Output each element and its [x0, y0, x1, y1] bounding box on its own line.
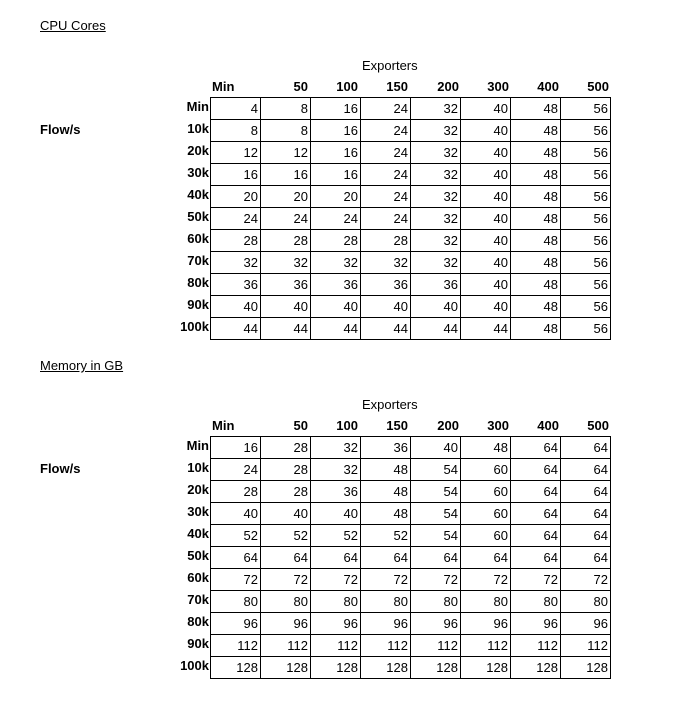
table-row — [211, 252, 611, 274]
table-cell: 48 — [511, 318, 561, 340]
table-cell: 24 — [361, 142, 411, 164]
row-header: 40k — [187, 187, 209, 202]
table-cell: 48 — [361, 459, 411, 481]
table-cell: 28 — [211, 481, 261, 503]
table-cell: 56 — [561, 164, 611, 186]
table-cell: 64 — [561, 459, 611, 481]
table-cell: 112 — [211, 635, 261, 657]
table-cell: 40 — [311, 296, 361, 318]
table-cell: 24 — [211, 208, 261, 230]
row-header: 80k — [187, 614, 209, 629]
table-cell: 24 — [361, 120, 411, 142]
table-cell: 48 — [511, 252, 561, 274]
table-cell: 64 — [511, 503, 561, 525]
cpu-cores-table — [210, 97, 611, 340]
section-title: Memory in GB — [40, 358, 124, 373]
table-cell: 20 — [211, 186, 261, 208]
table-cell: 56 — [561, 274, 611, 296]
table-cell: 28 — [261, 481, 311, 503]
table-cell: 44 — [311, 318, 361, 340]
table-cell: 48 — [511, 296, 561, 318]
table-cell: 48 — [511, 230, 561, 252]
table-cell: 54 — [411, 525, 461, 547]
table-cell: 128 — [261, 657, 311, 679]
table-cell: 28 — [261, 437, 311, 459]
table-row — [211, 481, 611, 503]
table-cell: 16 — [311, 120, 361, 142]
table-cell: 28 — [261, 230, 311, 252]
table-row — [211, 208, 611, 230]
column-header: 50 — [293, 418, 308, 433]
table-cell: 128 — [311, 657, 361, 679]
table-cell: 56 — [561, 296, 611, 318]
table-row — [211, 591, 611, 613]
column-header: 200 — [437, 79, 459, 94]
table-cell: 72 — [411, 569, 461, 591]
row-header: 60k — [187, 570, 209, 585]
row-header: 30k — [187, 165, 209, 180]
table-cell: 28 — [311, 230, 361, 252]
row-header: 70k — [187, 592, 209, 607]
table-cell: 32 — [361, 252, 411, 274]
table-cell: 80 — [211, 591, 261, 613]
table-row — [211, 296, 611, 318]
table-cell: 32 — [311, 437, 361, 459]
table-cell: 96 — [561, 613, 611, 635]
table-cell: 40 — [461, 186, 511, 208]
table-cell: 12 — [211, 142, 261, 164]
table-cell: 32 — [261, 252, 311, 274]
row-header: 50k — [187, 548, 209, 563]
column-header: 300 — [487, 418, 509, 433]
table-cell: 4 — [211, 98, 261, 120]
exporters-label: Exporters — [362, 58, 418, 73]
table-row — [211, 569, 611, 591]
table-cell: 36 — [261, 274, 311, 296]
table-cell: 32 — [411, 142, 461, 164]
table-cell: 24 — [211, 459, 261, 481]
table-cell: 40 — [461, 98, 511, 120]
table-cell: 44 — [211, 318, 261, 340]
table-cell: 24 — [361, 208, 411, 230]
column-header: 400 — [537, 79, 559, 94]
table-cell: 60 — [461, 459, 511, 481]
row-header: Min — [186, 438, 209, 453]
table-cell: 80 — [261, 591, 311, 613]
table-cell: 28 — [211, 230, 261, 252]
table-cell: 48 — [461, 437, 511, 459]
table-cell: 44 — [261, 318, 311, 340]
row-header: 40k — [187, 526, 209, 541]
table-cell: 48 — [511, 120, 561, 142]
table-cell: 12 — [261, 142, 311, 164]
table-cell: 60 — [461, 481, 511, 503]
table-row — [211, 98, 611, 120]
table-cell: 112 — [461, 635, 511, 657]
table-cell: 40 — [361, 296, 411, 318]
table-cell: 80 — [361, 591, 411, 613]
table-cell: 72 — [311, 569, 361, 591]
table-row — [211, 120, 611, 142]
table-cell: 48 — [511, 164, 561, 186]
table-cell: 48 — [511, 186, 561, 208]
memory-table — [210, 436, 611, 679]
table-cell: 80 — [411, 591, 461, 613]
table-cell: 32 — [211, 252, 261, 274]
table-cell: 24 — [361, 164, 411, 186]
table-cell: 64 — [561, 503, 611, 525]
table-cell: 36 — [311, 481, 361, 503]
table-cell: 72 — [461, 569, 511, 591]
table-cell: 96 — [361, 613, 411, 635]
table-cell: 16 — [311, 98, 361, 120]
table-cell: 64 — [511, 459, 561, 481]
table-cell: 128 — [411, 657, 461, 679]
table-cell: 56 — [561, 142, 611, 164]
table-cell: 72 — [561, 569, 611, 591]
table-cell: 32 — [411, 208, 461, 230]
table-cell: 40 — [461, 252, 511, 274]
table-row — [211, 613, 611, 635]
table-cell: 80 — [511, 591, 561, 613]
flow-label: Flow/s — [40, 461, 81, 476]
table-cell: 64 — [511, 525, 561, 547]
table-row — [211, 657, 611, 679]
column-header: Min — [212, 79, 235, 94]
table-cell: 56 — [561, 252, 611, 274]
table-cell: 40 — [461, 164, 511, 186]
table-cell: 16 — [311, 142, 361, 164]
table-cell: 48 — [511, 274, 561, 296]
table-cell: 64 — [561, 481, 611, 503]
table-cell: 64 — [261, 547, 311, 569]
table-cell: 32 — [411, 186, 461, 208]
table-cell: 112 — [261, 635, 311, 657]
table-cell: 64 — [511, 547, 561, 569]
row-header: 80k — [187, 275, 209, 290]
table-row — [211, 459, 611, 481]
table-cell: 48 — [511, 142, 561, 164]
table-cell: 56 — [561, 230, 611, 252]
table-cell: 40 — [461, 208, 511, 230]
table-cell: 52 — [361, 525, 411, 547]
row-header: 100k — [180, 319, 209, 334]
table-cell: 72 — [211, 569, 261, 591]
table-cell: 64 — [561, 547, 611, 569]
table-cell: 52 — [211, 525, 261, 547]
table-cell: 64 — [561, 437, 611, 459]
flow-label: Flow/s — [40, 122, 81, 137]
row-header: 90k — [187, 297, 209, 312]
table-cell: 36 — [211, 274, 261, 296]
row-header: 20k — [187, 143, 209, 158]
table-cell: 20 — [311, 186, 361, 208]
table-cell: 96 — [511, 613, 561, 635]
table-row — [211, 318, 611, 340]
table-cell: 64 — [511, 481, 561, 503]
row-header: Min — [186, 99, 209, 114]
table-cell: 128 — [561, 657, 611, 679]
row-header: 90k — [187, 636, 209, 651]
row-header: 20k — [187, 482, 209, 497]
table-cell: 96 — [261, 613, 311, 635]
table-cell: 44 — [361, 318, 411, 340]
table-cell: 40 — [261, 296, 311, 318]
table-cell: 54 — [411, 481, 461, 503]
table-cell: 56 — [561, 318, 611, 340]
table-cell: 32 — [311, 459, 361, 481]
table-cell: 32 — [411, 230, 461, 252]
table-cell: 72 — [511, 569, 561, 591]
table-cell: 40 — [461, 120, 511, 142]
table-cell: 40 — [461, 142, 511, 164]
table-cell: 64 — [511, 437, 561, 459]
table-cell: 56 — [561, 98, 611, 120]
table-cell: 64 — [211, 547, 261, 569]
row-header: 70k — [187, 253, 209, 268]
table-cell: 40 — [261, 503, 311, 525]
table-cell: 56 — [561, 208, 611, 230]
table-row — [211, 503, 611, 525]
table-cell: 32 — [411, 120, 461, 142]
table-cell: 24 — [361, 98, 411, 120]
table-cell: 44 — [411, 318, 461, 340]
table-cell: 32 — [411, 252, 461, 274]
table-cell: 40 — [411, 296, 461, 318]
table-row — [211, 142, 611, 164]
table-cell: 80 — [561, 591, 611, 613]
table-cell: 32 — [311, 252, 361, 274]
table-cell: 72 — [361, 569, 411, 591]
table-cell: 40 — [211, 503, 261, 525]
table-row — [211, 547, 611, 569]
table-cell: 16 — [311, 164, 361, 186]
table-cell: 112 — [361, 635, 411, 657]
table-cell: 28 — [261, 459, 311, 481]
table-cell: 40 — [211, 296, 261, 318]
table-cell: 112 — [411, 635, 461, 657]
table-cell: 72 — [261, 569, 311, 591]
column-header: 100 — [336, 418, 358, 433]
table-cell: 36 — [361, 437, 411, 459]
exporters-label: Exporters — [362, 397, 418, 412]
table-cell: 28 — [361, 230, 411, 252]
table-row — [211, 525, 611, 547]
table-cell: 36 — [311, 274, 361, 296]
table-cell: 60 — [461, 503, 511, 525]
table-cell: 8 — [211, 120, 261, 142]
table-cell: 112 — [561, 635, 611, 657]
row-header: 50k — [187, 209, 209, 224]
table-cell: 112 — [311, 635, 361, 657]
table-cell: 96 — [211, 613, 261, 635]
table-cell: 80 — [311, 591, 361, 613]
table-cell: 36 — [411, 274, 461, 296]
table-cell: 8 — [261, 120, 311, 142]
table-cell: 96 — [461, 613, 511, 635]
table-cell: 56 — [561, 120, 611, 142]
table-cell: 32 — [411, 98, 461, 120]
table-cell: 56 — [561, 186, 611, 208]
table-cell: 64 — [461, 547, 511, 569]
table-cell: 40 — [411, 437, 461, 459]
table-cell: 64 — [411, 547, 461, 569]
table-cell: 48 — [511, 98, 561, 120]
column-header: 500 — [587, 79, 609, 94]
table-cell: 24 — [361, 186, 411, 208]
column-header: 150 — [386, 79, 408, 94]
table-row — [211, 164, 611, 186]
table-cell: 64 — [561, 525, 611, 547]
table-cell: 128 — [461, 657, 511, 679]
table-cell: 128 — [211, 657, 261, 679]
column-header: 300 — [487, 79, 509, 94]
table-cell: 48 — [511, 208, 561, 230]
column-header: Min — [212, 418, 235, 433]
row-header: 10k — [187, 460, 209, 475]
section-title: CPU Cores — [40, 18, 106, 33]
table-cell: 24 — [311, 208, 361, 230]
column-header: 500 — [587, 418, 609, 433]
table-cell: 36 — [361, 274, 411, 296]
table-cell: 44 — [461, 318, 511, 340]
column-header: 100 — [336, 79, 358, 94]
table-cell: 40 — [461, 274, 511, 296]
column-header: 50 — [293, 79, 308, 94]
table-cell: 54 — [411, 459, 461, 481]
column-header: 400 — [537, 418, 559, 433]
table-row — [211, 274, 611, 296]
table-row — [211, 437, 611, 459]
table-row — [211, 230, 611, 252]
table-cell: 96 — [411, 613, 461, 635]
table-cell: 80 — [461, 591, 511, 613]
table-cell: 54 — [411, 503, 461, 525]
table-cell: 40 — [461, 296, 511, 318]
table-row — [211, 635, 611, 657]
table-cell: 128 — [511, 657, 561, 679]
table-cell: 24 — [261, 208, 311, 230]
column-header: 200 — [437, 418, 459, 433]
table-cell: 52 — [311, 525, 361, 547]
table-cell: 96 — [311, 613, 361, 635]
table-cell: 52 — [261, 525, 311, 547]
table-cell: 128 — [361, 657, 411, 679]
table-cell: 40 — [461, 230, 511, 252]
table-cell: 16 — [211, 437, 261, 459]
table-cell: 32 — [411, 164, 461, 186]
table-cell: 64 — [311, 547, 361, 569]
row-header: 30k — [187, 504, 209, 519]
table-cell: 40 — [311, 503, 361, 525]
row-header: 60k — [187, 231, 209, 246]
table-cell: 48 — [361, 481, 411, 503]
row-header: 100k — [180, 658, 209, 673]
table-cell: 8 — [261, 98, 311, 120]
table-cell: 60 — [461, 525, 511, 547]
row-header: 10k — [187, 121, 209, 136]
table-cell: 112 — [511, 635, 561, 657]
table-cell: 64 — [361, 547, 411, 569]
table-cell: 48 — [361, 503, 411, 525]
table-row — [211, 186, 611, 208]
column-header: 150 — [386, 418, 408, 433]
table-cell: 16 — [261, 164, 311, 186]
table-cell: 20 — [261, 186, 311, 208]
table-cell: 16 — [211, 164, 261, 186]
